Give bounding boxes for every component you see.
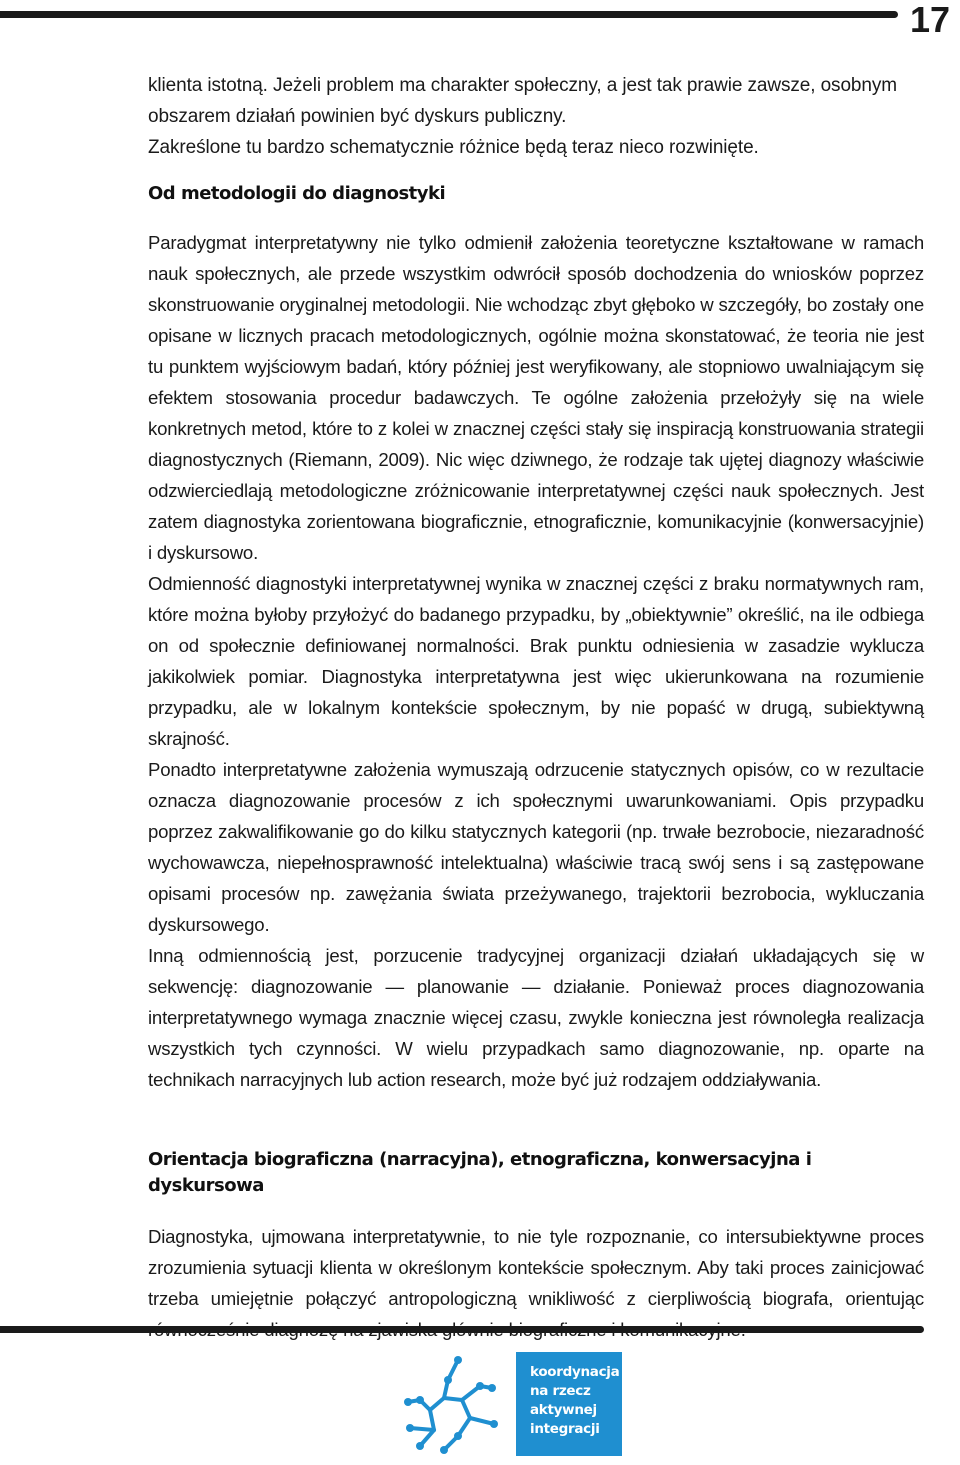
paragraph: Odmienność diagnostyki interpretatywnej wynika w znacznej części z braku normatywnych ram, które można byłoby przyłożyć do badanego przypadku, by „obiektywnie” określić, na ile odbiega on od społecznie definiowanej normalności. Brak punktu odniesienia w zasadzie wyklucza jakikolwiek pomiar. Diagnostyka interpretatywna jest więc ukierunkowana na rozumienie przypadku, ale w lokalnym kontekście społecznym, by nie popaść w drugą, subiektywną skrajność.	[148, 573, 924, 749]
logo-text-line: integracji	[530, 1421, 600, 1437]
paragraph: Ponadto interpretatywne założenia wymuszają odrzucenie statycznych opisów, co w rezultacie oznacza diagnozowanie procesów z ich społecznymi uwarunkowaniami. Opis przypadku poprzez zakwalifikowanie go do kilku statycznych kategorii (np. trwałe bezrobocie, niezaradność wychowawcza, niepełnosprawność intelektualna) właściwie tracą swój sens i są zastępowane opisami procesów np. zawężania świata przeżywanego, trajektorii bezrobocia, wykluczania dyskursowego.	[148, 759, 924, 935]
intro-line: klienta istotną. Jeżeli problem ma charakter społeczny, a jest tak prawie zawsze, osobnym	[148, 75, 897, 96]
intro-line: Zakreślone tu bardzo schematycznie różnice będą teraz nieco rozwinięte.	[148, 137, 759, 158]
paragraph: Diagnostyka, ujmowana interpretatywnie, to nie tyle rozpoznanie, co intersubiektywne proces zrozumienia sytuacji klienta w określonym kontekście społecznym. Aby taki proces zainicjować trzeba umiejętnie połączyć antropologiczną wnikliwość z cierpliwością biografa, orientując	[148, 1226, 924, 1309]
intro-line: obszarem działań powinien być dyskurs publiczny.	[148, 106, 567, 127]
logo-box	[516, 1352, 622, 1456]
logo-text-line: na rzecz	[530, 1383, 591, 1399]
intro-text	[148, 70, 924, 163]
bottom-rule	[0, 1326, 924, 1333]
paragraph: Inną odmiennością jest, porzucenie tradycyjnej organizacji działań układających się w sekwencję: diagnozowanie — planowanie — działanie. Ponieważ proces diagnozowania interpretatywnego wymaga znacznie więcej czasu, zwykle konieczna jest równoległa realizacja wszystkich tych czynności. W wielu przypadkach samo diagnozowanie, np. oparte na technikach narracyjnych lub action research, może być już rodzajem oddziaływania.	[148, 945, 924, 1090]
paragraph: Paradygmat interpretatywny nie tylko odmienił założenia teoretyczne kształtowane w ramach nauk społecznych, ale przede wszystkim odwrócił sposób dochodzenia do wniosków poprzez skonstruowanie oryginalnej metodologii. Nie wchodząc zbyt głęboko w szczegóły, bo zostały one opisane w licznych pracach metodologicznych, ogólnie można skonstatować, że teoria nie jest tu punktem wyjściowym badań, który później jest weryfikowany, ale stopniowo uwalniającym się efektem stosowania procedur badawczych. Te ogólne założenia przełożyły się na wiele konkretnych metod, które to z kolei w znacznej części stały się inspiracją konstruowania strategii diagnostycznych (Riemann, 2009). Nic więc dziwnego, że rodzaje tak ujętej diagnozy właściwie odzwierciedlają metodologiczne zróżnicowanie interpretatywnej części nauk społecznych. Jest zatem diagnostyka zorientowana biograficznie, etnograficznie, komunikacyjnie (konwersacyjnie) i dyskursowo.	[148, 232, 924, 563]
page-number: 17	[909, 0, 950, 40]
section-heading: Orientacja biograficzna (narracyjna), etnograficzna, konwersacyjna i dyskursowa	[148, 1149, 812, 1196]
logo-text-line: koordynacja	[530, 1364, 620, 1380]
network-logo-icon	[400, 1350, 504, 1458]
logo-text-line: aktywnej	[530, 1402, 597, 1418]
section-heading: Od metodologii do diagnostyki	[148, 183, 446, 204]
page-content	[148, 70, 924, 1345]
top-rule	[0, 11, 898, 18]
section-body	[148, 227, 924, 1095]
